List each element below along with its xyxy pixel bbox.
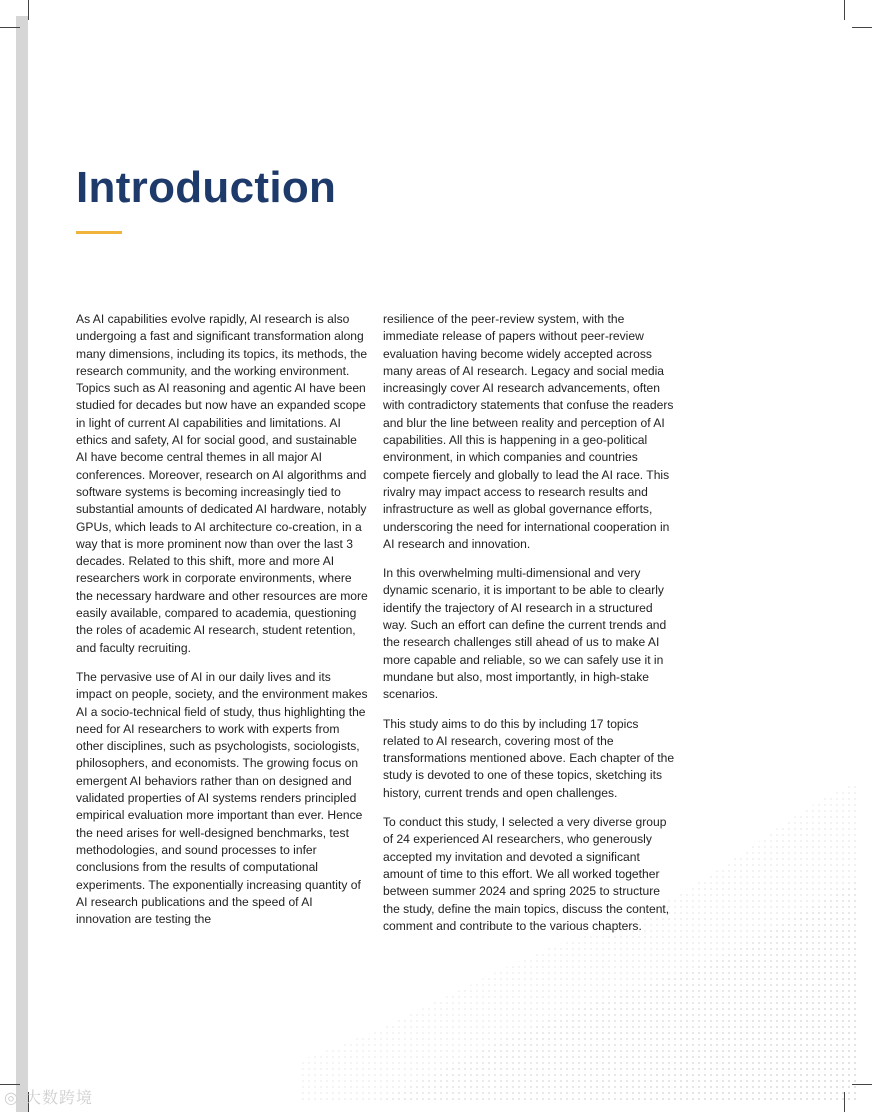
title-accent-rule — [76, 231, 122, 234]
left-text-column — [76, 311, 368, 940]
crop-mark — [0, 27, 20, 28]
paragraph: To conduct this study, I selected a very diverse group of 24 experienced AI researchers, who generously accepted my invitation and devoted a significant amount of time to this effort. We all worked together between summer 2024 and spring 2025 to structure the study, define the main topics, discuss the content, comment and contribute to the various chapters. — [383, 815, 670, 933]
crop-mark — [844, 0, 845, 20]
right-text-column — [383, 311, 675, 947]
crop-mark — [852, 27, 872, 28]
paragraph: This study aims to do this by including 17 topics related to AI research, covering most of the transformations mentioned above. Each chapter of the study is devoted to one of these topics, sketching its history, current trends and open challenges. — [383, 716, 675, 800]
watermark — [4, 1085, 93, 1108]
paragraph: In this overwhelming multi-dimensional and very dynamic scenario, it is important to be able to clearly identify the trajectory of AI research in a structured way. Such an effort can define the current trends and the research challenges still ahead of us to make AI more capable and reliable, so we can safely use it in mundane but also, most importantly, in high-stake scenarios. — [383, 566, 667, 702]
page-gutter-bar — [16, 16, 28, 1112]
paragraph: resilience of the peer-review system, with the immediate release of papers without peer-review evaluation having become widely accepted across many areas of AI research. Legacy and social media increasingly cover AI research advancements, often with contradictory statements that confuse the readers and blur the line between reality and perception of AI capabilities. All this is happening in a geo-political environment, in which companies and countries compete fiercely and globally to lead the AI race. This rivalry may impact access to research results and infrastructure as well as global governance efforts, underscoring the need for international cooperation in AI research and innovation. — [383, 312, 674, 551]
page-title: Introduction — [76, 163, 337, 212]
watermark-logo-icon: ◎ — [4, 1088, 26, 1107]
watermark-text: 大数跨境 — [25, 1088, 94, 1107]
crop-mark — [28, 0, 29, 20]
paragraph: As AI capabilities evolve rapidly, AI research is also undergoing a fast and significant transformation along many dimensions, including its topics, its methods, the research community, and the working environment. Topics such as AI reasoning and agentic AI have been studied for decades but now have an expanded scope in light of current AI capabilities and limitations. AI ethics and safety, AI for social good, and sustainable AI have become central themes in all major AI conferences. Moreover, research on AI algorithms and software systems is becoming increasingly tied to substantial amounts of dedicated AI hardware, notably GPUs, which leads to AI architecture co-creation, in a way that is more prominent now than over the last 3 decades. Related to this shift, more and more AI researchers work in corporate environments, where the necessary hardware and other resources are more easily available, compared to academia, questioning the roles of academic AI research, student retention, and faculty recruiting. — [76, 312, 368, 655]
paragraph: The pervasive use of AI in our daily lives and its impact on people, society, and the environment makes AI a socio-technical field of study, thus highlighting the need for AI researchers to work with experts from other disciplines, such as psychologists, sociologists, philosophers, and economists. The growing focus on emergent AI behaviors rather than on designed and validated properties of AI systems renders principled empirical evaluation more important than ever. Hence the need arises for well-designed benchmarks, test methodologies, and sound processes to infer conclusions from the results of computational experiments. The exponentially increasing quantity of AI research publications and the speed of AI innovation are testing the — [76, 669, 368, 927]
